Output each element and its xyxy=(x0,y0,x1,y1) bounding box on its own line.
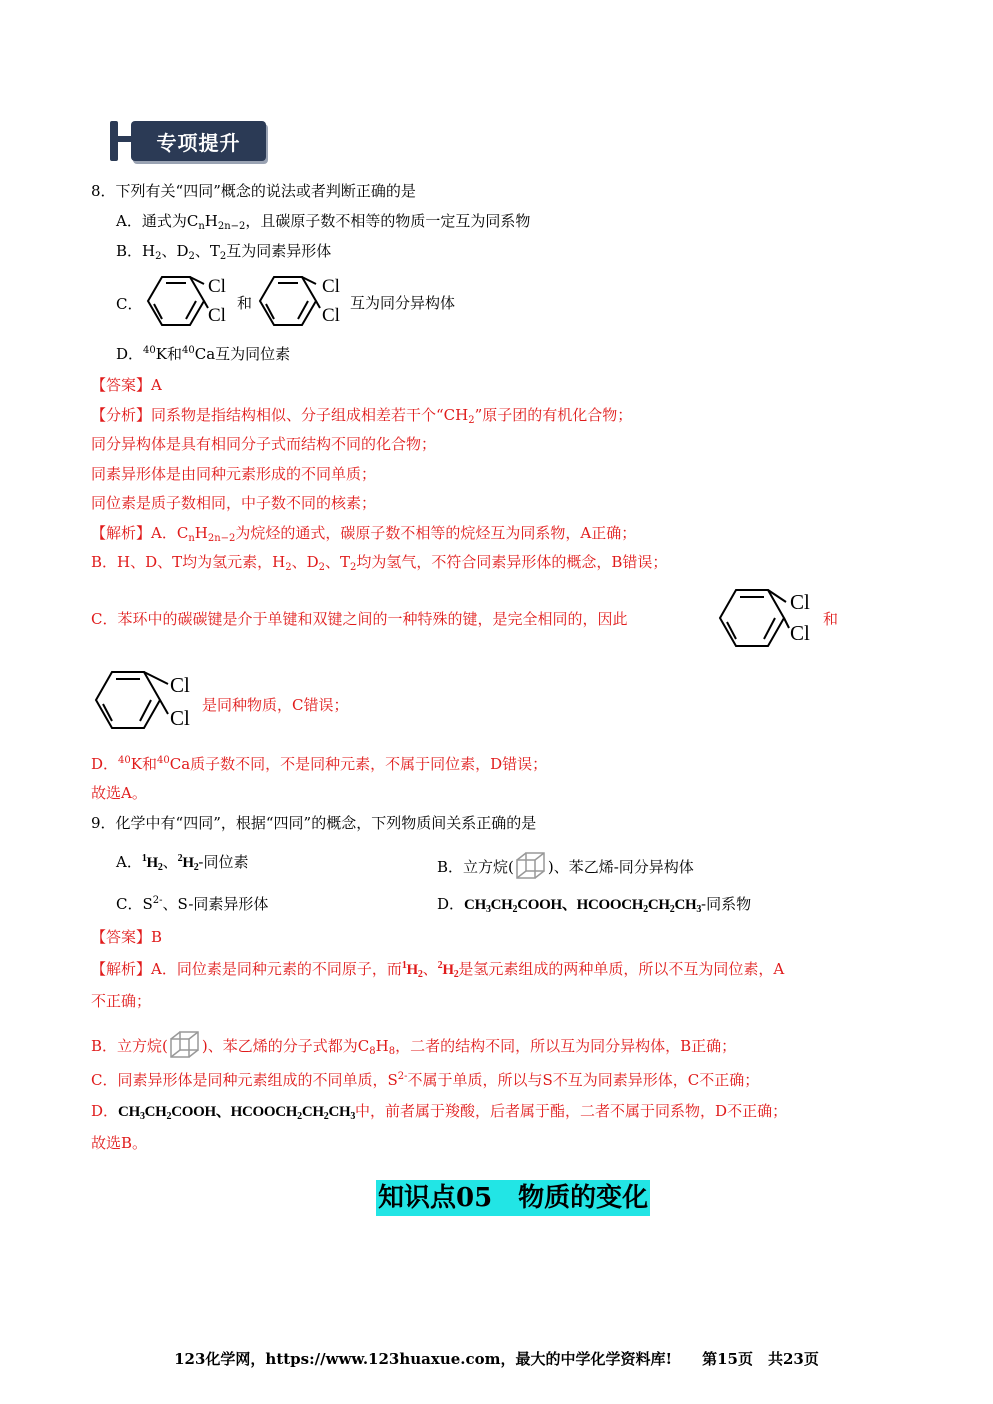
q8-analysis-3: 同素异形体是由同种元素形成的不同单质； xyxy=(91,465,377,483)
q8-stem: 8．下列有关“四同”概念的说法或者判断正确的是 xyxy=(91,182,416,200)
q8-analysis-4: 同位素是质子数相同，中子数不同的核素； xyxy=(91,494,377,512)
q8-option-d: D．$^{40}$K和$^{40}$Ca互为同位素 xyxy=(116,345,291,363)
section-badge xyxy=(110,119,268,165)
cl-label: Cl xyxy=(322,305,340,326)
q8-explanation-a: 【解析】A．$C_nH_{2n-2}$为烷烃的通式，碳原子数不相等的烷烃互为同系物，A正确； xyxy=(91,524,637,544)
q8-option-c-and: 和 xyxy=(237,294,253,312)
q8-explanation-c-2: 是同种物质，C错误； xyxy=(202,696,349,714)
dichlorobenzene-structure-4 xyxy=(88,664,198,736)
dichlorobenzene-structure-3 xyxy=(712,582,820,654)
q9-option-b: B．立方烷( )、苯乙烯-同分异构体 xyxy=(437,851,694,881)
q9-explanation-d: D．$CH_3CH_2COOH$、$HCOOCH_2CH_2CH_3$中，前者属于羧酸，后者属于酯，二者不属于同系物，D不正确； xyxy=(91,1102,788,1122)
cl-label: Cl xyxy=(208,276,226,297)
q8-explanation-c-and: 和 xyxy=(823,610,839,628)
q8-explanation-b: B．H、D、T均为氢元素，$H_2$、$D_2$、$T_2$均为氢气，不符合同素异形体的概念，B错误； xyxy=(91,553,668,573)
q8-analysis-2: 同分异构体是具有相同分子式而结构不同的化合物； xyxy=(91,435,437,453)
cubane-icon xyxy=(168,1030,202,1060)
cl-label: Cl xyxy=(170,673,190,697)
cubane-icon xyxy=(514,851,548,881)
dichlorobenzene-structure-2 xyxy=(252,270,348,332)
cl-label: Cl xyxy=(322,276,340,297)
q9-explanation-b: B．立方烷( )、苯乙烯的分子式都为$C_8H_8$，二者的结构不同，所以互为同分异构体，B正确； xyxy=(91,1030,736,1060)
q8-answer: 【答案】A xyxy=(91,376,162,394)
q8-analysis-1: 【分析】同系物是指结构相似、分子组成相差若干个“$CH_2$”原子团的有机化合物； xyxy=(91,406,633,426)
q8-option-c-label: C． xyxy=(116,295,143,313)
cl-label: Cl xyxy=(790,621,810,645)
cl-label: Cl xyxy=(208,305,226,326)
q8-option-a: A．通式为$C_nH_{2n-2}$，且碳原子数不相等的物质一定互为同系物 xyxy=(116,212,531,232)
q8-option-c-suffix: 互为同分异构体 xyxy=(350,294,456,312)
q9-explanation-c: C．同素异形体是同种元素组成的不同单质，$S^{2-}$不属于单质，所以与S不互为同素异形体，C不正确； xyxy=(91,1071,760,1089)
q9-answer: 【答案】B xyxy=(91,928,163,946)
q9-explanation-a-line2: 不正确； xyxy=(91,992,152,1010)
section-title: 知识点05 物质的变化 xyxy=(376,1180,650,1216)
q9-explanation-a: 【解析】A．同位素是同种元素的不同原子，而$^1H_2$、$^2H_2$是氢元素组成的两种单质，所以不互为同位素，A xyxy=(91,960,785,980)
dichlorobenzene-structure-1 xyxy=(140,270,236,332)
q8-option-b: B．$H_2$、$D_2$、$T_2$互为同素异形体 xyxy=(116,242,332,262)
q9-option-c: C．$S^{2-}$、S-同素异形体 xyxy=(116,895,269,913)
q8-explanation-c-1: C．苯环中的碳碳键是介于单键和双键之间的一种特殊的键，是完全相同的，因此 xyxy=(91,610,628,628)
ester-acid-formula: $CH_3CH_2COOH$、$HCOOCH_2CH_2CH_3$ xyxy=(464,897,702,915)
q8-conclusion: 故选A。 xyxy=(91,784,147,802)
cl-label: Cl xyxy=(170,706,190,730)
ester-acid-formula: $CH_3CH_2COOH$、$HCOOCH_2CH_2CH_3$ xyxy=(118,1104,356,1122)
q8-explanation-d: D．$^{40}$K和$^{40}$Ca质子数不同，不是同种元素，不属于同位素，D错误； xyxy=(91,755,548,773)
q9-option-d: D．$CH_3CH_2COOH$、$HCOOCH_2CH_2CH_3-$同系物 xyxy=(437,895,752,915)
q9-option-a: A．$^1H_2$、$^2H_2-$同位素 xyxy=(116,853,249,873)
q9-stem: 9．化学中有“四同”，根据“四同”的概念，下列物质间关系正确的是 xyxy=(91,814,537,832)
badge-label: 专项提升 xyxy=(156,130,241,155)
q9-conclusion: 故选B。 xyxy=(91,1134,148,1152)
page-footer: 123化学网，https://www.123huaxue.com，最大的中学化学资料库! 第15页 共23页 xyxy=(174,1350,819,1368)
cl-label: Cl xyxy=(790,590,810,614)
